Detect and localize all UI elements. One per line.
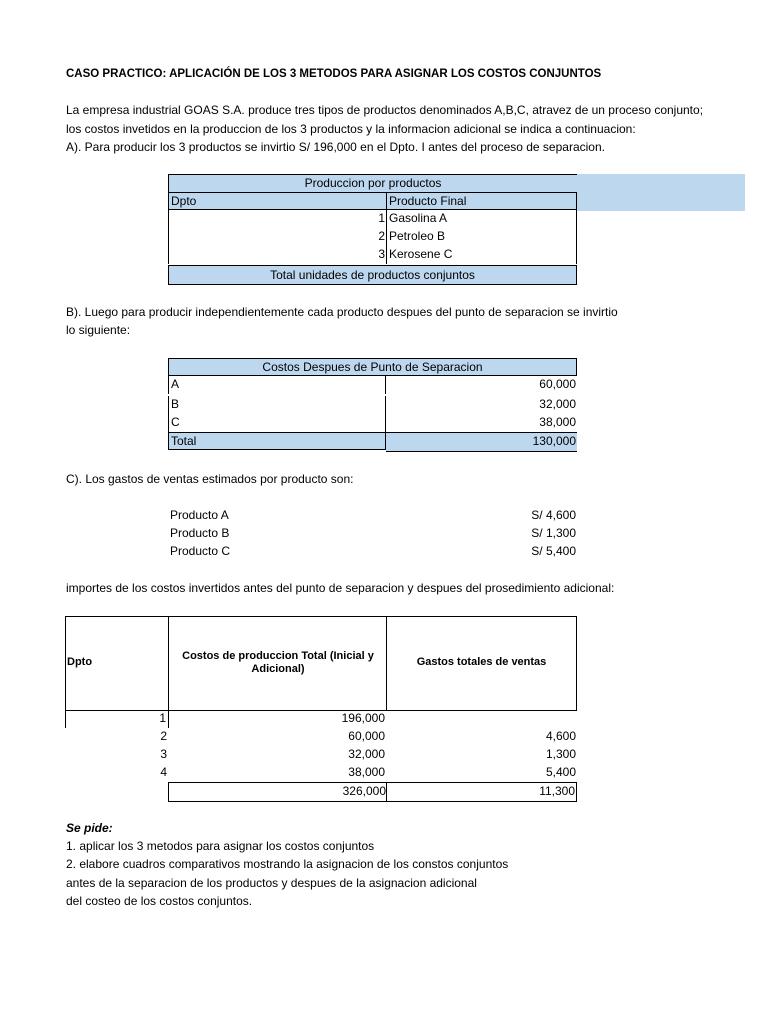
t3-num: 2 — [160, 729, 167, 743]
hdr-dpto: Dpto — [67, 656, 93, 668]
costo-label: C — [168, 414, 386, 432]
sectionB-line-2: lo siguiente: — [66, 323, 131, 337]
se-pide-line: del costeo de los costos conjuntos. — [66, 894, 253, 908]
t3-num: 4 — [160, 765, 167, 779]
t3-gasto: 4,600 — [545, 729, 576, 743]
t3-gasto — [386, 710, 577, 728]
row-num: 2 — [168, 228, 386, 246]
intro-line-1: La empresa industrial GOAS S.A. produce tres tipos de productos denominados A,B,C, atravez de un proceso conjunto; — [66, 103, 704, 117]
hdr-gastos: Gastos totales de ventas — [416, 656, 547, 668]
hdr-costos-box — [168, 616, 387, 711]
page-title: CASO PRACTICO: APLICACIÓN DE LOS 3 METODOS PARA ASIGNAR LOS COSTOS CONJUNTOS — [66, 68, 602, 80]
gasto-value: S/ 4,600 — [531, 508, 576, 522]
hdr-gastos-box — [386, 616, 577, 711]
costos-despues-header: Costos Despues de Punto de Separacion — [168, 358, 577, 376]
selected-cell-highlight — [577, 174, 745, 211]
row-num: 3 — [168, 246, 386, 264]
row-product: Kerosene C — [386, 246, 577, 264]
costo-value: 38,000 — [539, 415, 576, 429]
intro-line-2: los costos invetidos en la produccion de los 3 productos y la informacion adicional se indica a continuacion: — [66, 122, 636, 136]
sectionC-text: C). Los gastos de ventas estimados por producto son: — [66, 472, 354, 486]
costo-value: 32,000 — [539, 397, 576, 411]
costo-label: A — [168, 376, 386, 394]
sectionB-line-1: B). Luego para producir independientemente cada producto despues del punto de separacion se invirtio — [66, 305, 618, 319]
se-pide-line: antes de la separacion de los productos y despues de la asignacion adicional — [66, 876, 477, 890]
t3-costo: 60,000 — [348, 729, 385, 743]
t3-total-costo: 326,000 — [168, 782, 387, 802]
costo-total-label: Total — [168, 432, 386, 450]
produccion-header: Produccion por productos — [168, 174, 577, 192]
costo-value: 60,000 — [539, 377, 576, 391]
row-product: Petroleo B — [386, 228, 577, 246]
costo-label: B — [168, 396, 386, 414]
hdr-costos: Costos de produccion Total (Inicial y Adicional) — [182, 650, 374, 675]
t3-total-gasto: 11,300 — [386, 782, 577, 802]
gasto-value: S/ 1,300 — [531, 526, 576, 540]
intro-line-3: A). Para producir los 3 productos se invirtio S/ 196,000 en el Dpto. I antes del proceso de separacion. — [66, 140, 605, 154]
costo-total-value: 130,000 — [386, 432, 577, 452]
gasto-label: Producto B — [170, 526, 230, 540]
se-pide-line: 1. aplicar los 3 metodos para asignar los costos conjuntos — [66, 839, 375, 853]
gasto-value: S/ 5,400 — [531, 544, 576, 558]
t3-costo: 38,000 — [348, 765, 385, 779]
col-dpto: Dpto — [168, 192, 386, 210]
se-pide-label: Se pide: — [66, 821, 113, 835]
t3-gasto: 1,300 — [545, 747, 576, 761]
t3-num: 1 — [65, 710, 169, 728]
row-product: Gasolina A — [386, 210, 577, 228]
hdr-dpto-box — [65, 616, 169, 711]
importes-text: importes de los costos invertidos antes del punto de separacion y despues del prosedimiento adicional: — [66, 581, 615, 595]
col-producto-final: Producto Final — [386, 192, 577, 210]
t3-costo: 196,000 — [341, 711, 385, 725]
t3-num: 3 — [160, 747, 167, 761]
se-pide-line: 2. elabore cuadros comparativos mostrando la asignacion de los constos conjuntos — [66, 857, 509, 871]
gasto-label: Producto C — [170, 544, 231, 558]
gasto-label: Producto A — [170, 508, 229, 522]
t3-costo: 32,000 — [348, 747, 385, 761]
row-num: 1 — [168, 210, 386, 228]
t3-gasto: 5,400 — [545, 765, 576, 779]
total-unidades: Total unidades de productos conjuntos — [168, 265, 577, 285]
